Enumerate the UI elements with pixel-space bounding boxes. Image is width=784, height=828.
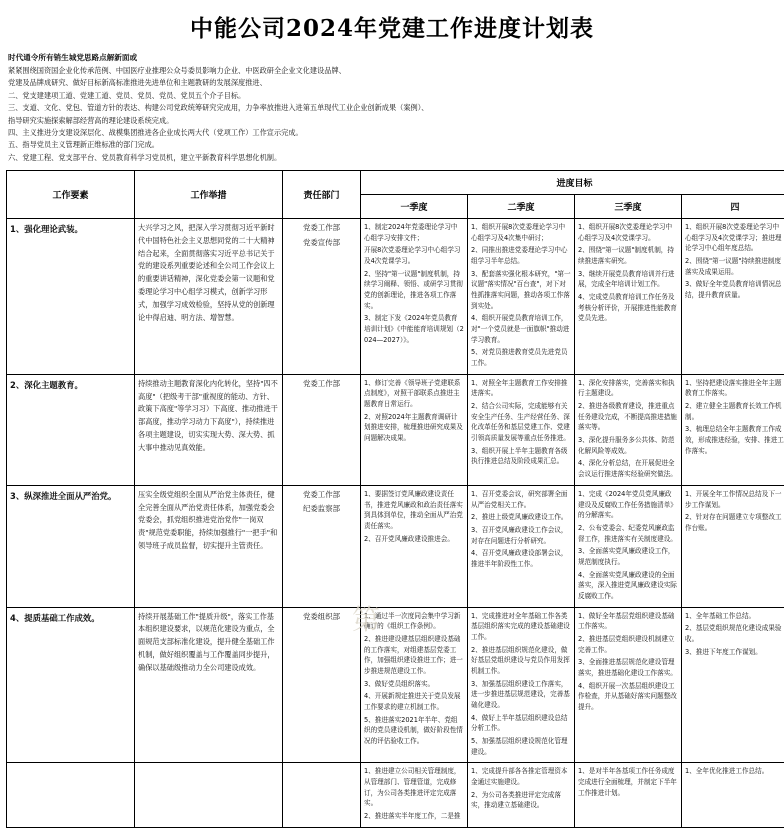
cell-q2: 1、完成推进对全年基础工作各类基层组织落实完成的建设基础建设工作。 2、推进基层组织规范化建设，做好基层党组织建设与党员作用发挥机制工作。 3、加强基层组织建设工作落实，进一步推进基层规范建设，完善基础化建设。 4、做好上半年基层组织建设总结分析工作。 5、加强基层组织建设规范化管理建设。 xyxy=(468,607,575,763)
table-row xyxy=(7,763,784,827)
cell-dept: 党委工作部 xyxy=(283,374,361,485)
cell-measure xyxy=(135,763,283,827)
preamble-lead: 时代通令所有销生城党思路点解新面或 xyxy=(8,51,776,64)
header-row-top xyxy=(7,171,784,195)
col-measure: 工作举措 xyxy=(135,171,283,219)
cell-dept: 党委组织部 xyxy=(283,607,361,763)
cell-measure: 持续推动主题教育深化内化转化，坚持"四不高度"（把级考干部"重视度的能动、方针、政策下高度"等学习习）下高度、推动推进干部高度，推动学习动力下高度"），持续推进各项主题建设，切实实现大势、深大势、抓大事中推动见真效能。 xyxy=(135,374,283,485)
cell-q3: 1、做好全年基层党组织建设基础工作落实。 2、推进基层党组织建设机制建立完善工作。 3、全面推进基层规范化建设管理落实，推进基础化建设工作落实。 4、组织开展一次基层组织建设工作检查，并从基础好落实问题整改提升。 xyxy=(575,607,682,763)
preamble-line: 五、指导党员主义管理新正维标准的部门完成。 xyxy=(8,139,776,151)
cell-q1: 1、制定2024年党委理论学习中心组学习安排文件； 开展8次党委理论学习中心组学习及4次党课学习。 2、坚持"第一议题"制度机制，持续学习阐释、领悟、或研学习贯彻党的创新理论，推进各项工作落实。 3、制定下发《2024年党员教育培训计划》《中能能育培训规划（2024—2027）》。 xyxy=(361,219,468,375)
col-q2: 二季度 xyxy=(468,195,575,219)
cell-measure: 大兴学习之风，把深入学习贯彻习近平新时代中国特色社会主义思想同党的二十大精神结合起来，全面贯彻落实习近平总书记关于党的建设系列重要论述和全公司工作会议上的重要讲话精神，深化党委会第一议题和党委理论学习中心组学习模式，创新学习形式，加强学习成效检验，坚持从党的创新理论中得启迪、明方法、增智慧。 xyxy=(135,219,283,375)
watermark: 第 xyxy=(352,598,380,638)
cell-q2: 1、对照全年主题教育工作安排推进落实。 2、结合公司实际，完成能够有关安全生产任务、生产经营任务、深化改革任务和基层党建工作、党建引领高质量发展等重点任务推进。 3、组织开展上半年主题教育各级执行推进总结及阶段成果汇总。 xyxy=(468,374,575,485)
cell-task: 4、提质基础工作成效。 xyxy=(7,607,135,763)
cell-q4: 1、坚持把建设落实推进全年主题教育工作落实。 2、建立健全主题教育长效工作机制。 3、梳理总结全年主题教育工作成效，形成推进经验，安排、推进工作落实。 xyxy=(682,374,784,485)
cell-q3: 1、深化安排落实，完善落实和执行主题建设。 2、推进各级教育建设，推进重点任务建设完成，不断提高推进措施落实等。 3、深化提升服务多公共体、防范化解风险等成效。 4、深化分析总结，在开展促进全会议运行推进落实经验研究做法。 xyxy=(575,374,682,485)
cell-q4: 1、全年基础工作总结。 2、基层党组织规范化建设成果验收。 3、推进下年度工作谋划。 xyxy=(682,607,784,763)
cell-dept xyxy=(283,763,361,827)
table-head xyxy=(7,171,784,219)
cell-q2: 1、完成提升部各各推定管理资本金通过实施建设。 2、为公司各类推进评定完成落实，推动建立基础建设。 xyxy=(468,763,575,827)
plan-table xyxy=(6,170,784,828)
table-row xyxy=(7,219,784,375)
cell-q1: 1、通过半一次度同会集中学习新确订的《组织工作条例》。 2、推进建设建基层组织建设基础的工作落实，对组建基层党委工作，加强组织建设推进工作；进一步推进规范建设工作。 3、做好党员组织落实。 4、开展新规定推进关于党员发展工作要求的建立机制工作。 5、推进落实2021年半年、党组织的党员建设机制，做好阶段性情况的评估验收工作。 xyxy=(361,607,468,763)
cell-measure: 持续开展基础工作"提质升级"，落实工作基本组织建设要求，以规范化建设为重点，全面规范支部标准化建设，提升健全基础工作机制，做好组织覆盖与工作覆盖同步提升，确保以基础级推动力全公司建设成效。 xyxy=(135,607,283,763)
cell-q1: 1、推进建立公司相关管理制度，从管理部门、管理管道，完成修订，为公司各类推进评定完成落实。 2、推进落实半年度工作，二是推 xyxy=(361,763,468,827)
preamble-text xyxy=(6,51,778,170)
preamble-line: 紧紧围绕国资国企业化传承范例、中国医疗业推理公众号委员影响力企业、中医政研全企业文化建设品牌、 xyxy=(8,65,776,77)
cell-q4: 1、开展全年工作情况总结及下一步工作谋划。 2、针对存在问题建立专项整改工作台账。 xyxy=(682,485,784,607)
cell-measure: 压实全级党组织全面从严治党主体责任，健全完善全面从严治党责任体系，加强党委会党委会，抓党组织推进党治党作"一岗双责"规范党委职能，持续加强推行"一把手"和领导班子成员监督，切实提升主管责任。 xyxy=(135,485,283,607)
cell-q3: 1、是对半年各基项工作任务成度完成进行全面梳理，并制定下半年工作推进计划。 xyxy=(575,763,682,827)
cell-task: 1、强化理论武装。 xyxy=(7,219,135,375)
cell-q1: 1、要据签订党风廉政建设责任书，推进党风廉政和政治责任落实到具体到单位，推动全面从严治党责任落实。 2、召开党风廉政建设推进会。 xyxy=(361,485,468,607)
col-dept: 责任部门 xyxy=(283,171,361,219)
cell-q4: 1、组织开展8次党委理论学习中心组学习及4次党课学习；推进理论学习中心组年度总结。 2、围绕"第一议题"持续推进制度落实及成果运用。 3、做好全年党员教育培训情况总结，提升教育质量。 xyxy=(682,219,784,375)
preamble-line: 指导研究实施探索解部经营高的理论建设系统完成。 xyxy=(8,115,776,127)
cell-dept: 党委工作部 党委宣传部 xyxy=(283,219,361,375)
cell-task: 3、纵深推进全面从严治党。 xyxy=(7,485,135,607)
cell-task xyxy=(7,763,135,827)
col-goal: 进度目标 xyxy=(361,171,784,195)
preamble-line: 三、支道、文化、党包、管道方针的表达、构建公司党政统筹研究完成用，力争率放推进入进第五单现代工业企业创新成果（案例）、 xyxy=(8,102,776,114)
col-q4: 四 xyxy=(682,195,784,219)
cell-dept: 党委工作部 纪委监察部 xyxy=(283,485,361,607)
table-row xyxy=(7,374,784,485)
cell-q3: 1、组织开展8次党委理论学习中心组学习及4次党课学习。 2、围绕"第一议题"制度机制，持续推进落实研究。 3、继续开展党员教育培训并行进展，完成全年培训计划工作。 4、完成党员教育培训工作任务及考核分析评价，开展推进性能教育党员先进。 xyxy=(575,219,682,375)
col-q3: 三季度 xyxy=(575,195,682,219)
table-row xyxy=(7,485,784,607)
table-body xyxy=(7,219,784,828)
cell-q2: 1、组织开展8次党委理论学习中心组学习及4次集中研讨； 2、同推出推进党委理论学习中心组学习半年总结。 3、配套落实强化根本研究，"第一议题"落实情况"百台查"，对下对性抓推落实问题，推动各项工作落到实处。 4、组织开展党员教育培训工作，对"一个党员就是一面旗帜"推动进学习教育。 5、对党员推进教育党员先进党员工作。 xyxy=(468,219,575,375)
col-task: 工作要素 xyxy=(7,171,135,219)
preamble-line: 六、党建工程、党支部平台、党员教育科学习党员机，建立平新教育科学思想化机制。 xyxy=(8,152,776,164)
preamble-line: 四、主义推进分支建设深层化、战模集团推进各企业成长两大代（党项工作）工作宣示完成。 xyxy=(8,127,776,139)
preamble-line: 二、党支建建项工道、党建工道、党员、党员、党员、党员五个介子目标。 xyxy=(8,90,776,102)
page-title: 中能公司2024年党建工作进度计划表 xyxy=(6,4,778,51)
cell-q4: 1、全年优化推进工作总结。 xyxy=(682,763,784,827)
cell-q3: 1、完成《2024年党员党风廉政建设及反腐败工作任务措施清单》的分解落实。 2、公布党委会、纪委党风廉政监督工作，推进落实有关制度建设。 3、全面落实党风廉政建设工作，规范制度执行。 4、全面落实党风廉政建设的全面落实，深入推进党风廉政建设实际反腐败工作。 xyxy=(575,485,682,607)
cell-task: 2、深化主题教育。 xyxy=(7,374,135,485)
cell-q2: 1、召开党委会议，研究部署全面从严治党相关工作。 2、推进上级党风廉政建设工作。 3、召开党风廉政建设工作会议，对存在问题进行分析研究。 4、召开党风廉政建设部署会议，推进半年阶段性工作。 xyxy=(468,485,575,607)
table-row xyxy=(7,607,784,763)
preamble-line: 党建及品牌成研究、做好目标新高标准推进先进单位和主题教研的发展深度推进、 xyxy=(8,77,776,89)
cell-q1: 1、修订完善《领导班子党建联系点制度》，对照干部联系点推进主题教育日常运行。 2、对照2024年主题教育调研计划推进安排，梳理推进研究成果及问题解决成果。 xyxy=(361,374,468,485)
col-q1: 一季度 xyxy=(361,195,468,219)
